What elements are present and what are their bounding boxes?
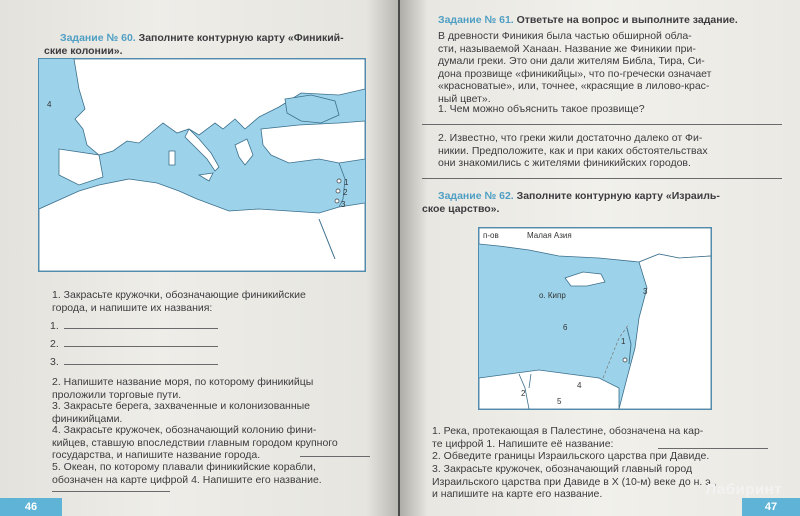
q2-line2: проложили торговые пути. (52, 388, 182, 401)
answer-item-2-label: 2. (50, 338, 59, 350)
task61-q1-answer-line[interactable] (422, 124, 782, 125)
q3-line2: финикийцами. (52, 412, 123, 425)
map-label-2: 2 (343, 188, 348, 197)
page-number-left: 46 (0, 498, 62, 516)
q4-line1: 4. Закрасьте кружочек, обозначающий колонию фини- (52, 424, 317, 436)
task61-paragraph (438, 30, 788, 105)
map-drawing (39, 59, 365, 271)
task61-para-line3: думали греки. Это они дали жителям Библа, Тира, Си- (438, 55, 705, 67)
israel-map-drawing (479, 228, 711, 409)
map-label-6: 6 (563, 323, 568, 332)
task61-q2-line2: никии. Предположите, как и при каких обстоятельствах (438, 144, 708, 157)
task61-para-line6: ный цвет». (438, 92, 491, 105)
task62-r3-line2: Израильского царства при Давиде в X (10-м) веке до н. э., (432, 475, 717, 488)
q4-answer-line[interactable] (300, 456, 370, 457)
right-page (400, 0, 800, 516)
task61-instruction: Ответьте на вопрос и выполните задание. (516, 14, 738, 26)
task62-instruction-cont: ское царство». (422, 203, 500, 215)
q2-line1: 2. Напишите название моря, по которому финикийцы (52, 376, 314, 388)
task62-r2: 2. Обведите границы Израильского царства при Давиде. (432, 450, 710, 462)
task61-q2-line3: они знакомились с жителями финикийских городов. (438, 157, 691, 169)
task62-title: Задание № 62. (438, 190, 514, 202)
q1-text (52, 289, 372, 314)
map-label-2: 2 (521, 389, 526, 398)
map-label-1: 1 (344, 178, 349, 187)
task62-heading (438, 190, 788, 203)
task62-r1-line2: те цифрой 1. Напишите её название: (432, 437, 614, 450)
q4-line2: кийцев, ставшую впоследствии главным городом крупного (52, 436, 338, 449)
task62-r1 (432, 425, 792, 450)
map-label-5: 5 (557, 397, 562, 406)
map-label-4: 4 (577, 381, 582, 390)
page-number-right: 47 (742, 498, 800, 516)
q1-line1: 1. Закрасьте кружочки, обозначающие финикийские (52, 289, 306, 301)
q2-text (52, 376, 372, 401)
task61-para-line4: дона прозвище «финикийцы», что по-гречески означает (438, 67, 712, 80)
map-label-cyprus: о. Кипр (539, 291, 566, 300)
map-label-3: 3 (643, 287, 648, 296)
task61-q2-line1: 2. Известно, что греки жили достаточно далеко от Фи- (438, 132, 703, 144)
task61-heading (438, 14, 788, 27)
q3-text (52, 400, 372, 425)
task61-q2 (438, 132, 788, 170)
task60-instruction-cont: ские колонии». (44, 45, 123, 57)
answer-item-3-label: 3. (50, 356, 59, 368)
q1-line2: города, и напишите их названия: (52, 301, 213, 314)
q4-line3: государства, и напишите название города. (52, 449, 261, 461)
israel-kingdom-map[interactable] (478, 227, 712, 410)
task62-r3-line1: 3. Закрасьте кружочек, обозначающий главный город (432, 463, 693, 475)
map-label-peninsula: п-ов (483, 231, 499, 240)
task61-para-line5: «красноватые», или, точнее, «красящие в лилово-крас- (438, 80, 710, 92)
q3-line1: 3. Закрасьте берега, захваченные и колонизованные (52, 400, 311, 412)
q5-line2: обозначен на карте цифрой 4. Напишите его название. (52, 473, 322, 486)
answer-item-2-line[interactable] (64, 346, 218, 347)
task60-heading (60, 32, 380, 45)
task60-instruction: Заполните контурную карту «Финикий- (138, 32, 344, 44)
task61-q2-answer-line[interactable] (422, 178, 782, 179)
task61-para-line1: В древности Финикия была частью обширной обла- (438, 30, 692, 42)
task62-r1-line1: 1. Река, протекающая в Палестине, обозначена на кар- (432, 425, 704, 437)
task62-r3-line3: и напишите на карте его название. (432, 488, 603, 500)
answer-item-1-label: 1. (50, 320, 59, 332)
task62-instruction: Заполните контурную карту «Израиль- (516, 190, 720, 202)
task61-title: Задание № 61. (438, 14, 514, 26)
map-label-1: 1 (621, 337, 626, 346)
watermark-logo: Лабиринт (705, 481, 782, 498)
answer-item-3-line[interactable] (64, 364, 218, 365)
q5-text (52, 461, 372, 486)
task61-q1: 1. Чем можно объяснить такое прозвище? (438, 103, 645, 115)
task61-para-line2: сти, называемой Ханаан. Название же Финикии при- (438, 42, 696, 55)
task62-r1-answer-line[interactable] (658, 448, 768, 449)
left-page (0, 0, 398, 516)
q5-answer-line[interactable] (52, 491, 170, 492)
map-label-3: 3 (341, 200, 346, 209)
map-label-asia-minor: Малая Азия (527, 231, 572, 240)
task60-title: Задание № 60. (60, 32, 136, 44)
phoenician-colonies-map[interactable] (38, 58, 366, 272)
map-label-4: 4 (47, 100, 52, 109)
q5-line1: 5. Океан, по которому плавали финикийские корабли, (52, 461, 316, 473)
answer-item-1-line[interactable] (64, 328, 218, 329)
